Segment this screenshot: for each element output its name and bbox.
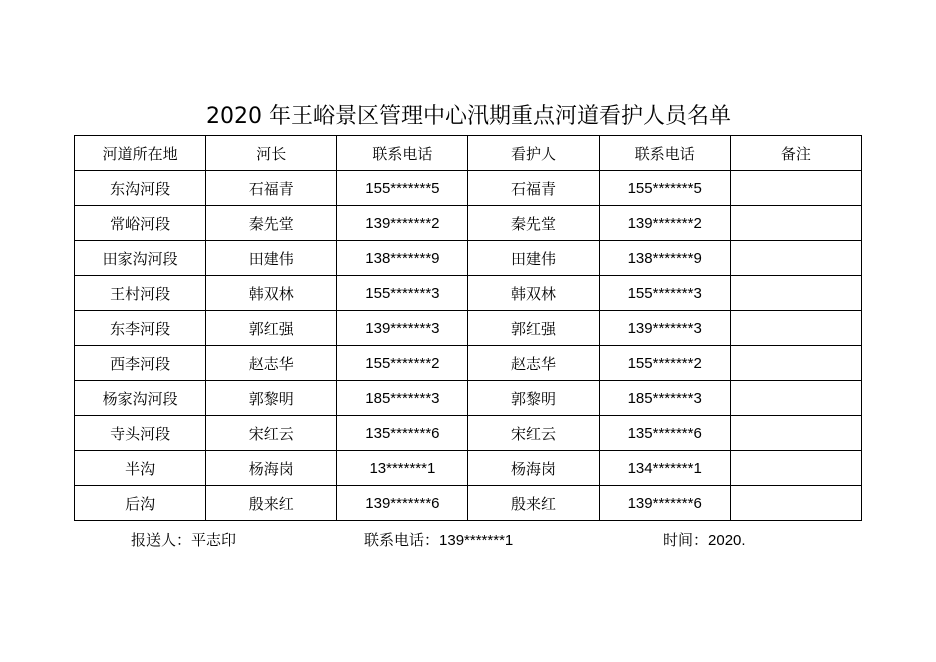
remarks-cell	[730, 311, 861, 346]
reporter-phone-label: 联系电话：	[364, 531, 440, 549]
guardian-cell: 秦先堂	[468, 206, 599, 241]
table-row	[75, 451, 862, 486]
remarks-cell	[730, 346, 861, 381]
guardian-cell: 田建伟	[468, 241, 599, 276]
chief-phone-cell: 185*******3	[337, 381, 468, 416]
river-chief-cell: 石福青	[206, 171, 337, 206]
river-chief-cell: 赵志华	[206, 346, 337, 381]
table-row	[75, 206, 862, 241]
reporter-phone-value: 139*******1	[439, 532, 514, 549]
header-guardian-phone: 联系电话	[599, 136, 730, 171]
guardian-phone-cell: 139*******3	[599, 311, 730, 346]
river-chief-cell: 杨海岗	[206, 451, 337, 486]
table-row	[75, 416, 862, 451]
guardian-cell: 殷来红	[468, 486, 599, 521]
remarks-cell	[730, 451, 861, 486]
river-section-cell: 东李河段	[75, 311, 206, 346]
remarks-cell	[730, 416, 861, 451]
river-section-cell: 西李河段	[75, 346, 206, 381]
guardian-phone-cell: 155*******5	[599, 171, 730, 206]
chief-phone-cell: 155*******5	[337, 171, 468, 206]
river-section-cell: 寺头河段	[75, 416, 206, 451]
report-time	[663, 530, 746, 551]
reporter-phone	[364, 530, 513, 551]
report-time-label: 时间：	[663, 531, 709, 549]
table-body	[75, 171, 862, 521]
guardian-phone-cell: 155*******2	[599, 346, 730, 381]
table-row	[75, 486, 862, 521]
guardian-phone-cell: 139*******2	[599, 206, 730, 241]
guardian-cell: 韩双林	[468, 276, 599, 311]
river-chief-cell: 宋红云	[206, 416, 337, 451]
table-header-row	[75, 136, 862, 171]
remarks-cell	[730, 486, 861, 521]
header-river-chief: 河长	[206, 136, 337, 171]
chief-phone-cell: 155*******2	[337, 346, 468, 381]
guardian-phone-cell: 185*******3	[599, 381, 730, 416]
chief-phone-cell: 13*******1	[337, 451, 468, 486]
guardian-phone-cell: 135*******6	[599, 416, 730, 451]
remarks-cell	[730, 241, 861, 276]
header-remarks: 备注	[730, 136, 861, 171]
table-row	[75, 381, 862, 416]
river-section-cell: 东沟河段	[75, 171, 206, 206]
guardian-cell: 石福青	[468, 171, 599, 206]
header-chief-phone: 联系电话	[337, 136, 468, 171]
chief-phone-cell: 139*******2	[337, 206, 468, 241]
table-row	[75, 311, 862, 346]
guardian-cell: 赵志华	[468, 346, 599, 381]
chief-phone-cell: 139*******3	[337, 311, 468, 346]
river-chief-cell: 郭黎明	[206, 381, 337, 416]
chief-phone-cell: 138*******9	[337, 241, 468, 276]
river-section-cell: 常峪河段	[75, 206, 206, 241]
guardian-phone-cell: 138*******9	[599, 241, 730, 276]
remarks-cell	[730, 206, 861, 241]
remarks-cell	[730, 276, 861, 311]
guardian-cell: 郭黎明	[468, 381, 599, 416]
river-section-cell: 半沟	[75, 451, 206, 486]
guardian-phone-cell: 155*******3	[599, 276, 730, 311]
report-time-value: 2020.	[708, 532, 746, 549]
table-row	[75, 276, 862, 311]
guardian-cell: 杨海岗	[468, 451, 599, 486]
remarks-cell	[730, 381, 861, 416]
river-section-cell: 后沟	[75, 486, 206, 521]
guardian-cell: 宋红云	[468, 416, 599, 451]
river-chief-cell: 田建伟	[206, 241, 337, 276]
river-section-cell: 田家沟河段	[75, 241, 206, 276]
chief-phone-cell: 139*******6	[337, 486, 468, 521]
guardian-phone-cell: 139*******6	[599, 486, 730, 521]
river-section-cell: 王村河段	[75, 276, 206, 311]
reporter: 报送人：平志印	[131, 531, 237, 549]
chief-phone-cell: 155*******3	[337, 276, 468, 311]
river-section-cell: 杨家沟河段	[75, 381, 206, 416]
river-chief-cell: 殷来红	[206, 486, 337, 521]
remarks-cell	[730, 171, 861, 206]
header-river-section: 河道所在地	[75, 136, 206, 171]
table-row	[75, 241, 862, 276]
guardian-phone-cell: 134*******1	[599, 451, 730, 486]
guardian-cell: 郭红强	[468, 311, 599, 346]
header-guardian: 看护人	[468, 136, 599, 171]
river-chief-cell: 韩双林	[206, 276, 337, 311]
river-chief-cell: 郭红强	[206, 311, 337, 346]
river-guardian-table	[74, 135, 862, 521]
table-row	[75, 171, 862, 206]
document-title: 2020 年王峪景区管理中心汛期重点河道看护人员名单	[206, 104, 731, 129]
river-chief-cell: 秦先堂	[206, 206, 337, 241]
table-row	[75, 346, 862, 381]
chief-phone-cell: 135*******6	[337, 416, 468, 451]
